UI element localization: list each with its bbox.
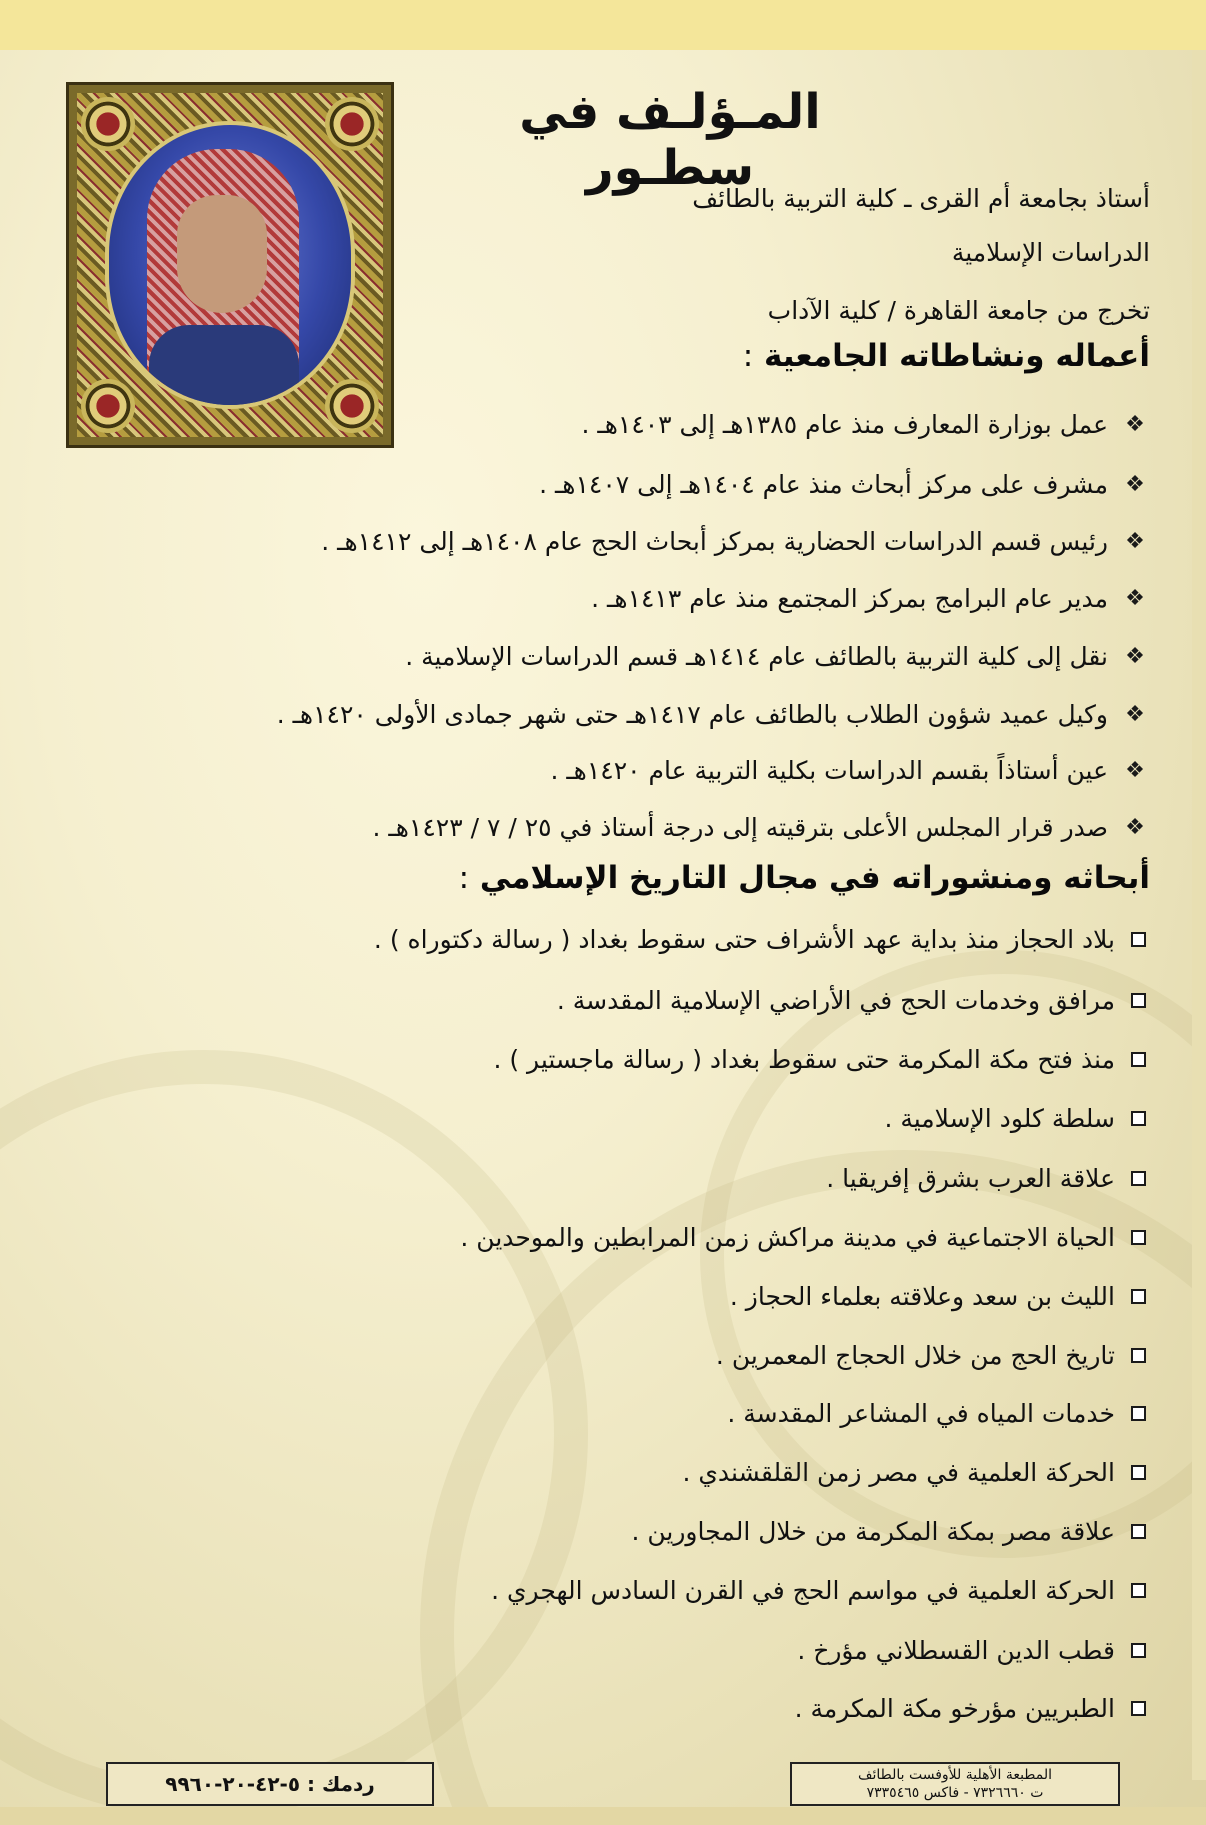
printer-info-box bbox=[790, 1762, 1120, 1806]
list-item: علاقة العرب بشرق إفريقيا . bbox=[826, 1164, 1146, 1193]
list-item: ❖ رئيس قسم الدراسات الحضارية بمركز أبحاث الحج عام ١٤٠٨هـ إلى ١٤١٢هـ . bbox=[321, 527, 1145, 556]
heading-text: أعماله ونشاطاته الجامعية bbox=[763, 338, 1150, 374]
frame-corner-ornament bbox=[325, 379, 379, 433]
author-portrait bbox=[66, 82, 394, 448]
heading-colon: : bbox=[742, 338, 754, 374]
top-color-strip bbox=[0, 0, 1206, 50]
square-bullet-icon bbox=[1131, 1111, 1146, 1126]
square-bullet-icon bbox=[1131, 932, 1146, 947]
frame-corner-ornament bbox=[81, 97, 135, 151]
list-item: ❖ مشرف على مركز أبحاث منذ عام ١٤٠٤هـ إلى ١٤٠٧هـ . bbox=[539, 470, 1145, 499]
square-bullet-icon bbox=[1131, 993, 1146, 1008]
intro-line: الدراسات الإسلامية bbox=[951, 238, 1150, 267]
printer-name: المطبعة الأهلية للأوفست بالطائف bbox=[857, 1767, 1053, 1783]
list-item: قطب الدين القسطلاني مؤرخ . bbox=[797, 1636, 1146, 1665]
list-item: الطبريين مؤرخو مكة المكرمة . bbox=[795, 1694, 1146, 1723]
diamond-bullet-icon: ❖ bbox=[1125, 412, 1145, 437]
bottom-edge bbox=[0, 1807, 1206, 1825]
list-item: الحركة العلمية في مصر زمن القلقشندي . bbox=[682, 1458, 1146, 1487]
square-bullet-icon bbox=[1131, 1406, 1146, 1421]
square-bullet-icon bbox=[1131, 1052, 1146, 1067]
list-item: تاريخ الحج من خلال الحجاج المعمرين . bbox=[716, 1341, 1146, 1370]
square-bullet-icon bbox=[1131, 1524, 1146, 1539]
square-bullet-icon bbox=[1131, 1289, 1146, 1304]
list-item: سلطة كلود الإسلامية . bbox=[884, 1104, 1146, 1133]
list-item: الليث بن سعد وعلاقته بعلماء الحجاز . bbox=[730, 1282, 1146, 1311]
diamond-bullet-icon: ❖ bbox=[1125, 586, 1145, 611]
square-bullet-icon bbox=[1131, 1465, 1146, 1480]
diamond-bullet-icon: ❖ bbox=[1125, 472, 1145, 497]
section-heading-research bbox=[459, 860, 1150, 896]
section-heading-works bbox=[743, 338, 1150, 374]
square-bullet-icon bbox=[1131, 1230, 1146, 1245]
list-item: الحياة الاجتماعية في مدينة مراكش زمن المرابطين والموحدين . bbox=[460, 1223, 1146, 1252]
list-item: ❖ نقل إلى كلية التربية بالطائف عام ١٤١٤هـ قسم الدراسات الإسلامية . bbox=[405, 642, 1145, 671]
list-item: منذ فتح مكة المكرمة حتى سقوط بغداد ( رسالة ماجستير ) . bbox=[493, 1045, 1146, 1074]
list-item: بلاد الحجاز منذ بداية عهد الأشراف حتى سقوط بغداد ( رسالة دكتوراه ) . bbox=[374, 925, 1146, 954]
square-bullet-icon bbox=[1131, 1701, 1146, 1716]
ornamental-frame bbox=[77, 93, 383, 437]
diamond-bullet-icon: ❖ bbox=[1125, 529, 1145, 554]
isbn-box: ردمك : ٥-٤٢-٢٠-٩٩٦٠ bbox=[106, 1762, 434, 1806]
list-item: مرافق وخدمات الحج في الأراضي الإسلامية المقدسة . bbox=[557, 986, 1146, 1015]
printer-phone: ت ٧٣٢٦٦٦٠ - فاكس ٧٣٣٥٤٦٥ bbox=[866, 1785, 1044, 1801]
page-edge bbox=[1192, 50, 1206, 1780]
heading-text: أبحاثه ومنشوراته في مجال التاريخ الإسلامي bbox=[479, 860, 1150, 896]
square-bullet-icon bbox=[1131, 1583, 1146, 1598]
diamond-bullet-icon: ❖ bbox=[1125, 758, 1145, 783]
list-item: علاقة مصر بمكة المكرمة من خلال المجاورين . bbox=[631, 1517, 1146, 1546]
diamond-bullet-icon: ❖ bbox=[1125, 815, 1145, 840]
list-item: ❖ عمل بوزارة المعارف منذ عام ١٣٨٥هـ إلى ١٤٠٣هـ . bbox=[581, 410, 1145, 439]
intro-line: أستاذ بجامعة أم القرى ـ كلية التربية بالطائف bbox=[692, 184, 1150, 213]
page-title: المـؤلـف في سطـور bbox=[519, 84, 821, 196]
frame-corner-ornament bbox=[325, 97, 379, 151]
list-item: الحركة العلمية في مواسم الحج في القرن السادس الهجري . bbox=[491, 1576, 1146, 1605]
list-item: ❖ مدير عام البرامج بمركز المجتمع منذ عام ١٤١٣هـ . bbox=[591, 584, 1145, 613]
list-item: ❖ صدر قرار المجلس الأعلى بترقيته إلى درجة أستاذ في ٢٥ / ٧ / ١٤٢٣هـ . bbox=[372, 813, 1145, 842]
list-item: ❖ وكيل عميد شؤون الطلاب بالطائف عام ١٤١٧هـ حتى شهر جمادى الأولى ١٤٢٠هـ . bbox=[276, 700, 1145, 729]
face bbox=[177, 195, 267, 313]
frame-corner-ornament bbox=[81, 379, 135, 433]
author-photo bbox=[105, 121, 355, 409]
square-bullet-icon bbox=[1131, 1171, 1146, 1186]
robe bbox=[149, 325, 299, 409]
diamond-bullet-icon: ❖ bbox=[1125, 644, 1145, 669]
diamond-bullet-icon: ❖ bbox=[1125, 702, 1145, 727]
square-bullet-icon bbox=[1131, 1348, 1146, 1363]
heading-colon: : bbox=[458, 860, 470, 896]
square-bullet-icon bbox=[1131, 1643, 1146, 1658]
list-item: خدمات المياه في المشاعر المقدسة . bbox=[727, 1399, 1146, 1428]
list-item: ❖ عين أستاذاً بقسم الدراسات بكلية التربية عام ١٤٢٠هـ . bbox=[550, 756, 1145, 785]
intro-line: تخرج من جامعة القاهرة / كلية الآداب bbox=[767, 296, 1150, 325]
